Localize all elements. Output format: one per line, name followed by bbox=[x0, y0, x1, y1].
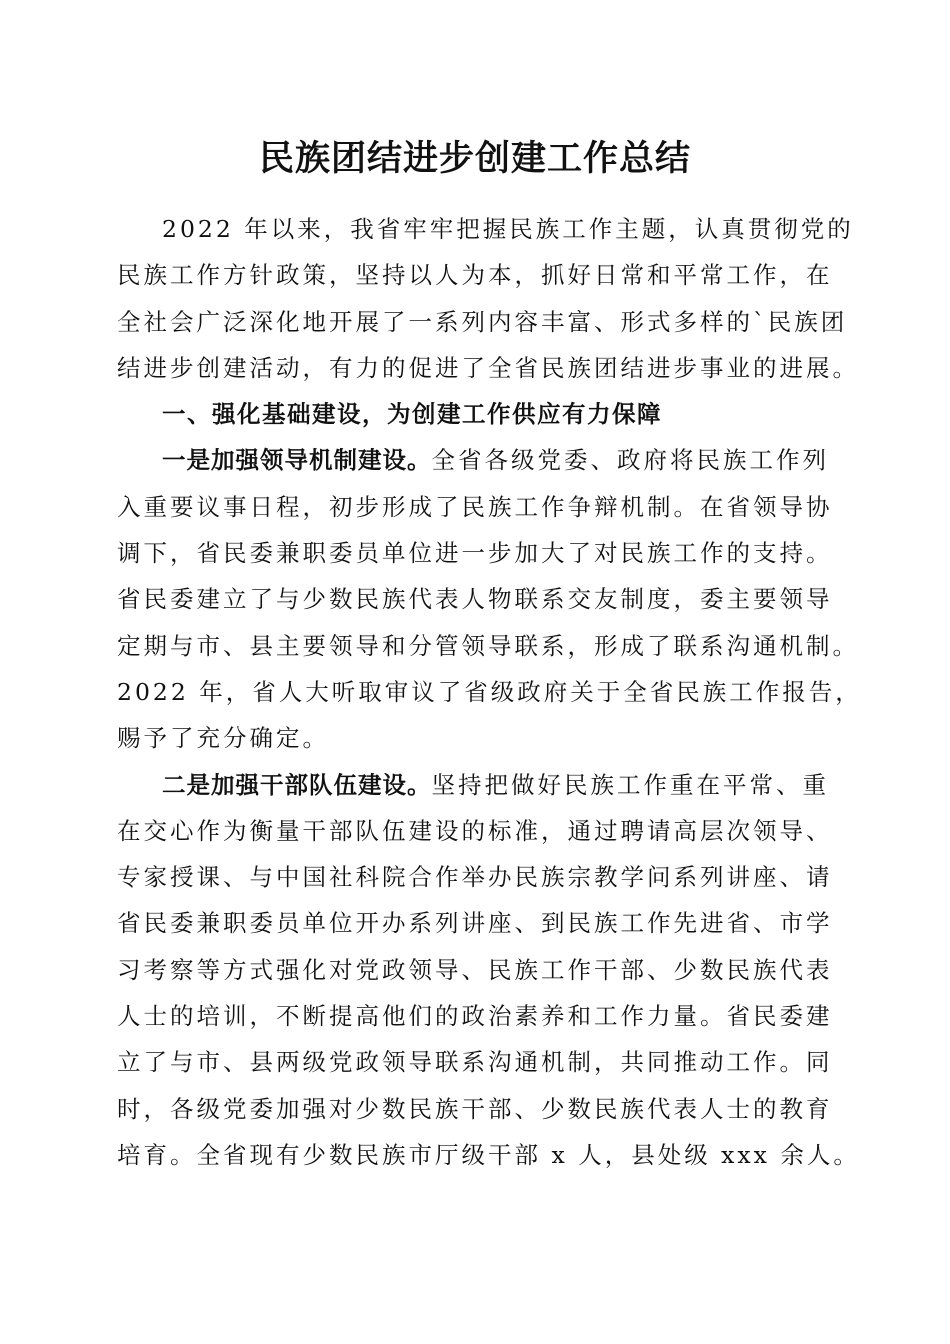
document-title: 民族团结进步创建工作总结 bbox=[258, 138, 691, 179]
paragraph-lead: 一是加强领导机制建设。 bbox=[162, 446, 432, 475]
intro-line: 结进步创建活动，有力的促进了全省民族团结进步事业的进展。 bbox=[117, 353, 859, 382]
paragraph-line: 时，各级党委加强对少数民族干部、少数民族代表人士的教育 bbox=[117, 1094, 833, 1123]
intro-line: 民族工作方针政策，坚持以人为本，抓好日常和平常工作，在 bbox=[117, 261, 833, 290]
paragraph-text: 坚持把做好民族工作重在平常、重 bbox=[431, 770, 829, 799]
paragraph-line: 调下，省民委兼职委员单位进一步加大了对民族工作的支持。 bbox=[117, 539, 833, 568]
section-heading: 一、强化基础建设，为创建工作供应有力保障 bbox=[162, 400, 662, 429]
paragraph-line: 2022 年，省人大听取审议了省级政府关于全省民族工作报告， bbox=[117, 677, 862, 706]
paragraph-first-line bbox=[117, 762, 837, 808]
paragraph-line: 省民委建立了与少数民族代表人物联系交友制度，委主要领导 bbox=[117, 585, 833, 614]
intro-line: 全社会广泛深化地开展了一系列内容丰富、形式多样的`民族团 bbox=[117, 307, 848, 336]
paragraph-text: 全省各级党委、政府将民族工作列 bbox=[431, 446, 829, 475]
paragraph-line: 习考察等方式强化对党政领导、民族工作干部、少数民族代表 bbox=[117, 955, 833, 984]
paragraph-line: 人士的培训，不断提高他们的政治素养和工作力量。省民委建 bbox=[117, 1002, 833, 1031]
paragraph-line: 省民委兼职委员单位开办系列讲座、到民族工作先进省、市学 bbox=[117, 909, 833, 938]
paragraph-line: 立了与市、县两级党政领导联系沟通机制，共同推动工作。同 bbox=[117, 1048, 833, 1077]
paragraph-line: 定期与市、县主要领导和分管领导联系，形成了联系沟通机制。 bbox=[117, 631, 859, 660]
paragraph-line: 培育。全省现有少数民族市厅级干部 x 人，县处级 xxx 余人。 bbox=[117, 1140, 860, 1169]
paragraph-line: 专家授课、与中国社科院合作举办民族宗教学问系列讲座、请 bbox=[117, 863, 833, 892]
paragraph-line: 在交心作为衡量干部队伍建设的标准，通过聘请高层次领导、 bbox=[117, 816, 833, 845]
paragraph-lead: 二是加强干部队伍建设。 bbox=[162, 770, 432, 799]
intro-line: 2022 年以来，我省牢牢把握民族工作主题，认真贯彻党的 bbox=[162, 215, 854, 243]
paragraph-line: 赐予了充分确定。 bbox=[117, 724, 329, 753]
paragraph-line: 入重要议事日程，初步形成了民族工作争辩机制。在省领导协 bbox=[117, 492, 833, 521]
paragraph-first-line bbox=[117, 437, 837, 483]
document-body bbox=[117, 206, 862, 1178]
